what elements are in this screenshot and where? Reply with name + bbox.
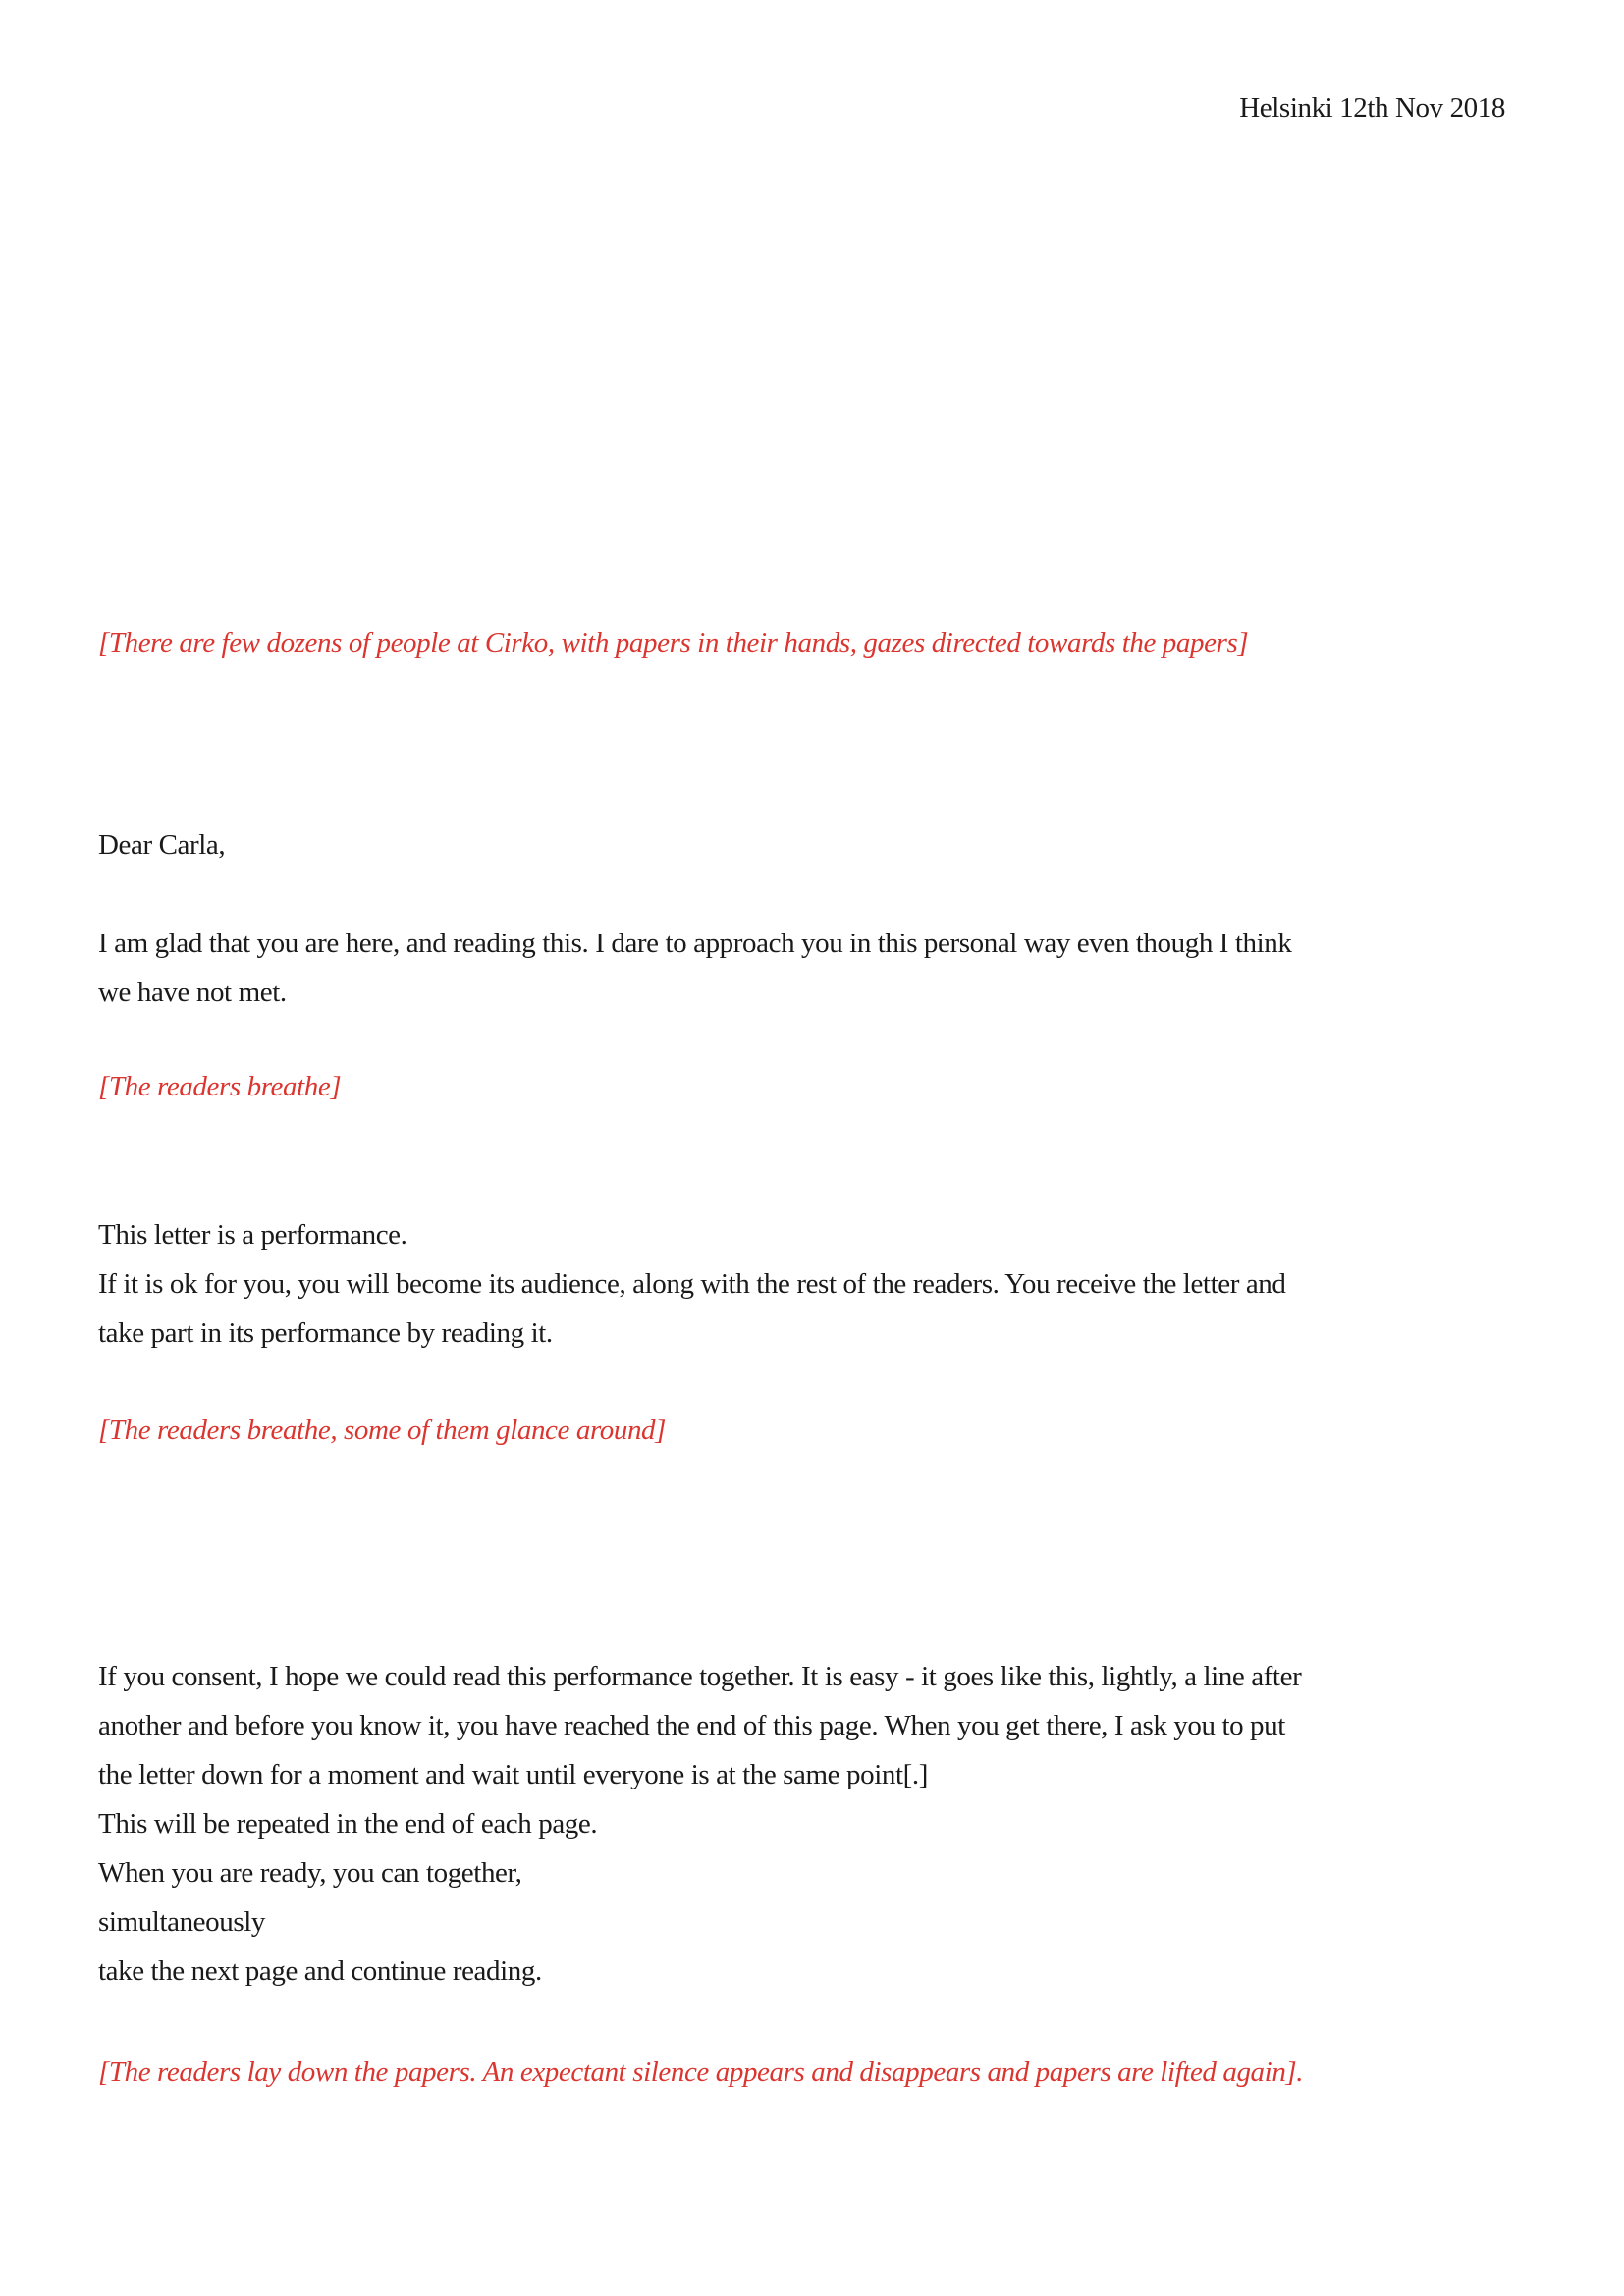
paragraph-performance: [98, 1210, 1286, 1358]
stage-direction-breathe: [The readers breathe]: [98, 1071, 342, 1102]
paragraph-line: When you are ready, you can together,: [98, 1857, 522, 1889]
paragraph-line: take the next page and continue reading.: [98, 1955, 542, 1987]
paragraph-intro: [98, 919, 1292, 1017]
paragraph-line: another and before you know it, you have reached the end of this page. When you get there, I ask you to put: [98, 1710, 1285, 1741]
date-line: Helsinki 12th Nov 2018: [1239, 92, 1505, 124]
stage-direction-opening: [There are few dozens of people at Cirko, with papers in their hands, gazes directed towards the papers]: [98, 627, 1249, 659]
stage-direction-closing: [The readers lay down the papers. An expectant silence appears and disappears and papers are lifted again].: [98, 2056, 1304, 2088]
paragraph-line: This letter is a performance.: [98, 1219, 407, 1251]
paragraph-line: we have not met.: [98, 977, 287, 1008]
paragraph-line: simultaneously: [98, 1906, 266, 1938]
paragraph-line: This will be repeated in the end of each page.: [98, 1808, 598, 1840]
paragraph-line: the letter down for a moment and wait until everyone is at the same point[.]: [98, 1759, 928, 1790]
paragraph-line: I am glad that you are here, and reading this. I dare to approach you in this personal way even though I think: [98, 928, 1292, 959]
stage-direction-glance: [The readers breathe, some of them glance around]: [98, 1415, 667, 1446]
paragraph-line: If you consent, I hope we could read this performance together. It is easy - it goes like this, lightly, a line after: [98, 1661, 1302, 1692]
paragraph-instructions: [98, 1652, 1301, 1996]
paragraph-line: take part in its performance by reading it.: [98, 1317, 553, 1349]
salutation: Dear Carla,: [98, 829, 226, 861]
paragraph-line: If it is ok for you, you will become its audience, along with the rest of the readers. You receive the letter and: [98, 1268, 1286, 1300]
